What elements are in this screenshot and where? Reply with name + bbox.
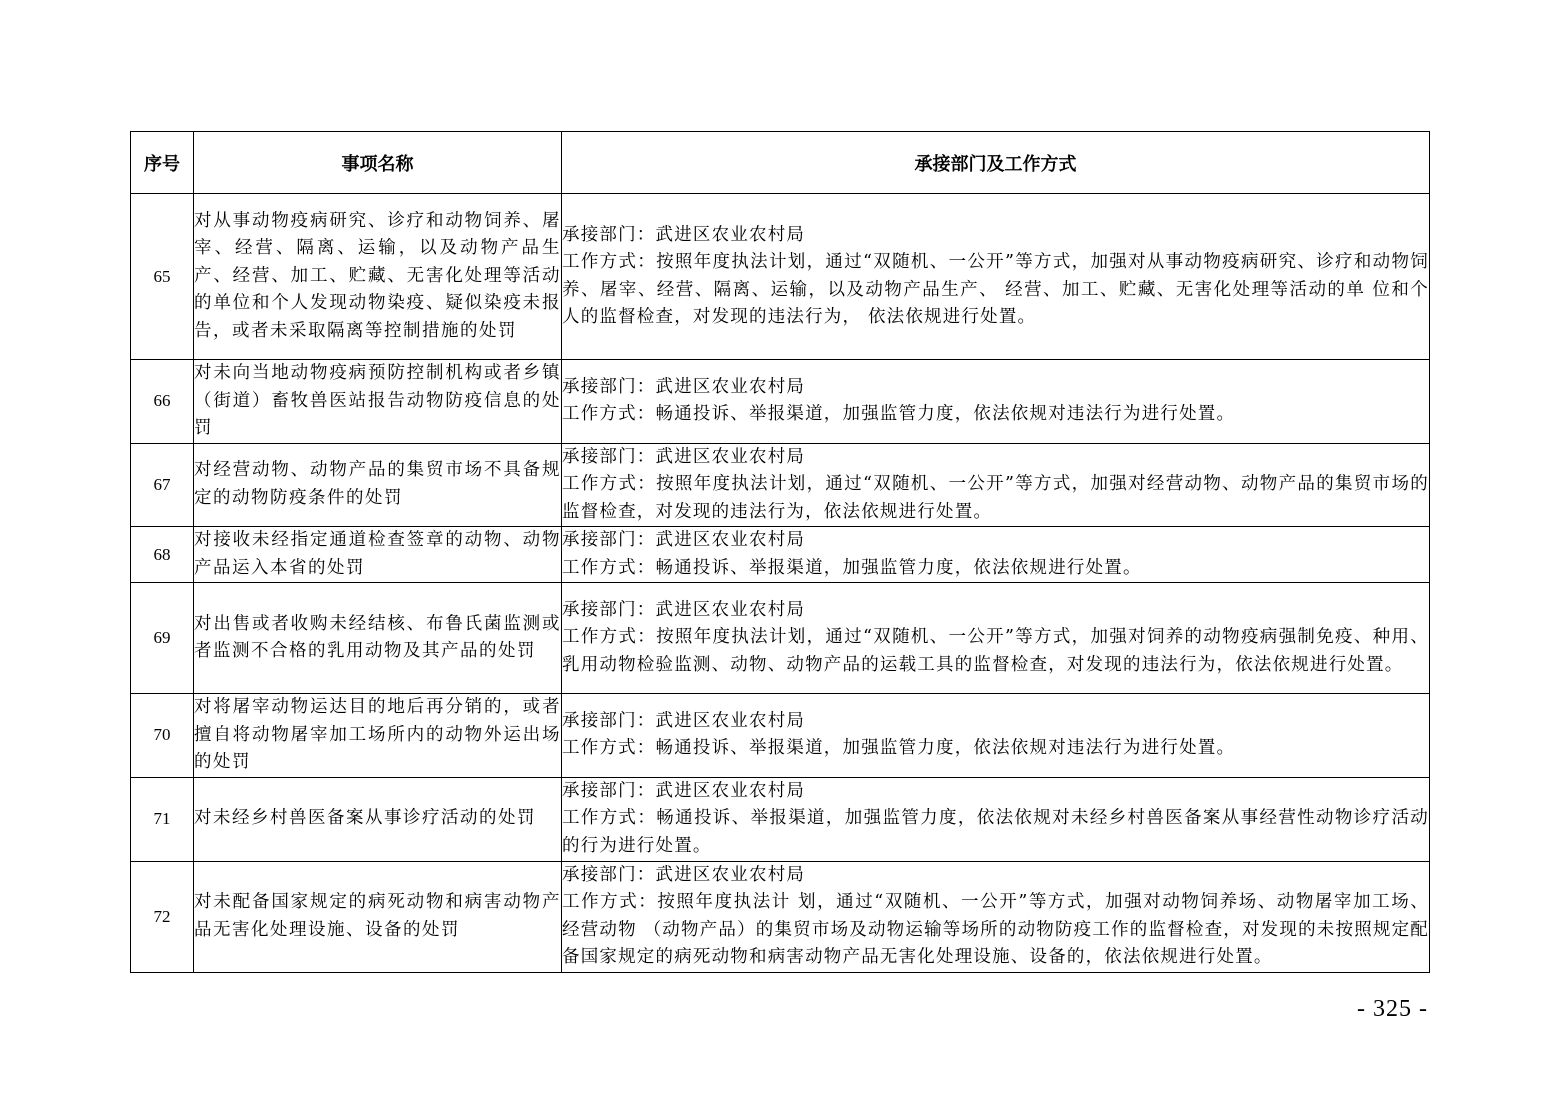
row-dept-method — [562, 443, 1430, 527]
row-seq: 71 — [131, 777, 194, 861]
row-dept-method — [562, 861, 1430, 972]
row-method: 工作方式：按照年度执法计划，通过“双随机、一公开”等方式，加强对从事动物疫病研究、诊疗和动物饲养、屠宰、经营、隔离、运输，以及动物产品生产、 经营、加工、贮藏、无害化处理等活动的单 位和个人的监督检查，对发现的违法行为， 依法依规进行处置。 — [562, 252, 1429, 327]
row-seq: 68 — [131, 527, 194, 583]
row-item-name: 对从事动物疫病研究、诊疗和动物饲养、屠宰、经营、隔离、运输，以及动物产品生产、经营、加工、贮藏、无害化处理等活动的单位和个人发现动物染疫、疑似染疫未报告，或者未采取隔离等控制措施的处罚 — [194, 194, 562, 360]
header-item-name: 事项名称 — [194, 132, 562, 194]
page-number: - 325 - — [1357, 996, 1428, 1022]
row-dept-method — [562, 194, 1430, 360]
row-method: 工作方式：按照年度执法计 划，通过“双随机、一公开”等方式，加强对动物饲养场、动物屠宰加工场、经营动物 （动物产品）的集贸市场及动物运输等场所的动物防疫工作的监督检查，对发现的未按照规定配备国家规定的病死动物和病害动物产品无害化处理设施、设备的，依法依规进行处置。 — [562, 892, 1429, 967]
row-dept-method — [562, 583, 1430, 694]
row-dept: 承接部门：武进区农业农村局 — [562, 864, 806, 885]
table-row — [131, 527, 1430, 583]
row-method: 工作方式：按照年度执法计划，通过“双随机、一公开”等方式，加强对饲养的动物疫病强制免疫、种用、乳用动物检验监测、动物、动物产品的运载工具的监督检查，对发现的违法行为，依法依规进行处置。 — [562, 627, 1429, 675]
row-method: 工作方式：按照年度执法计划，通过“双随机、一公开”等方式，加强对经营动物、动物产品的集贸市场的监督检查，对发现的违法行为，依法依规进行处置。 — [562, 474, 1429, 522]
table-row — [131, 360, 1430, 444]
table-row — [131, 194, 1430, 360]
item-table — [130, 131, 1430, 973]
row-item-name: 对未经乡村兽医备案从事诊疗活动的处罚 — [194, 777, 562, 861]
header-seq: 序号 — [131, 132, 194, 194]
row-dept: 承接部门：武进区农业农村局 — [562, 224, 806, 245]
row-item-name: 对经营动物、动物产品的集贸市场不具备规定的动物防疫条件的处罚 — [194, 443, 562, 527]
row-dept-method — [562, 527, 1430, 583]
row-dept: 承接部门：武进区农业农村局 — [562, 530, 806, 550]
row-seq: 72 — [131, 861, 194, 972]
row-item-name: 对出售或者收购未经结核、布鲁氏菌监测或者监测不合格的乳用动物及其产品的处罚 — [194, 583, 562, 694]
row-method: 工作方式：畅通投诉、举报渠道，加强监管力度，依法依规对违法行为进行处置。 — [562, 738, 1236, 759]
row-dept: 承接部门：武进区农业农村局 — [562, 376, 806, 397]
row-dept: 承接部门：武进区农业农村局 — [562, 446, 806, 467]
row-item-name: 对将屠宰动物运达目的地后再分销的，或者擅自将动物屠宰加工场所内的动物外运出场的处罚 — [194, 694, 562, 778]
row-seq: 67 — [131, 443, 194, 527]
row-seq: 70 — [131, 694, 194, 778]
row-dept-method — [562, 360, 1430, 444]
row-item-name: 对未配备国家规定的病死动物和病害动物产品无害化处理设施、设备的处罚 — [194, 861, 562, 972]
row-dept-method — [562, 777, 1430, 861]
table-row — [131, 861, 1430, 972]
row-method: 工作方式：畅通投诉、举报渠道，加强监管力度，依法依规进行处置。 — [562, 557, 1142, 578]
row-seq: 65 — [131, 194, 194, 360]
row-method: 工作方式：畅通投诉、举报渠道，加强监管力度，依法依规对未经乡村兽医备案从事经营性动物诊疗活动的行为进行处置。 — [562, 808, 1429, 856]
row-item-name: 对未向当地动物疫病预防控制机构或者乡镇（街道）畜牧兽医站报告动物防疫信息的处罚 — [194, 360, 562, 444]
table-row — [131, 777, 1430, 861]
header-dept-method: 承接部门及工作方式 — [562, 132, 1430, 194]
row-seq: 69 — [131, 583, 194, 694]
row-dept: 承接部门：武进区农业农村局 — [562, 710, 806, 731]
row-method: 工作方式：畅通投诉、举报渠道，加强监管力度，依法依规对违法行为进行处置。 — [562, 404, 1236, 425]
row-dept: 承接部门：武进区农业农村局 — [562, 599, 806, 620]
row-dept: 承接部门：武进区农业农村局 — [562, 780, 806, 801]
table-header-row — [131, 132, 1430, 194]
row-dept-method — [562, 694, 1430, 778]
row-item-name: 对接收未经指定通道检查签章的动物、动物产品运入本省的处罚 — [194, 527, 562, 583]
table-row — [131, 583, 1430, 694]
table-row — [131, 443, 1430, 527]
table-row — [131, 694, 1430, 778]
row-seq: 66 — [131, 360, 194, 444]
